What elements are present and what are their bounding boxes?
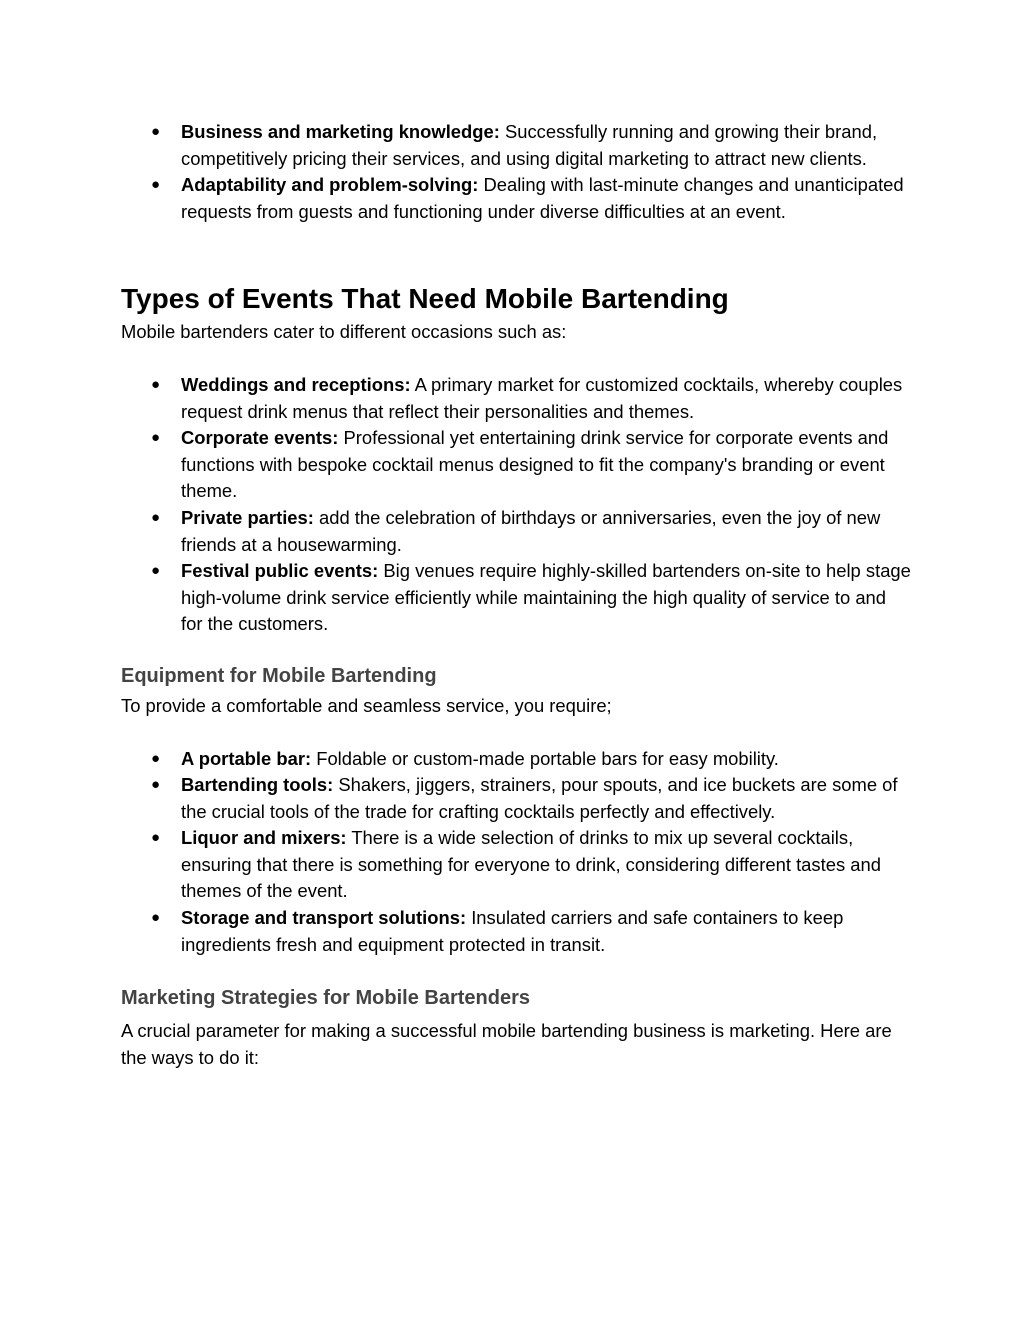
equipment-list bbox=[121, 746, 911, 959]
equipment-heading: Equipment for Mobile Bartending bbox=[121, 664, 437, 687]
list-item-term: Liquor and mixers: bbox=[181, 827, 347, 849]
bullet-icon: ● bbox=[151, 749, 161, 767]
list-item-text: Foldable or custom-made portable bars for easy mobility. bbox=[311, 747, 779, 769]
list-item bbox=[121, 905, 911, 958]
bullet-icon: ● bbox=[151, 123, 161, 140]
list-item-text: Shakers, jiggers, strainers, pour spouts, and ice buckets are some of the crucial tools of the trade for crafting cocktails perfectly and effectively. bbox=[181, 774, 898, 822]
list-item-term: A portable bar: bbox=[181, 747, 312, 769]
equipment-intro: To provide a comfortable and seamless service, you require; bbox=[121, 694, 612, 716]
list-item-text: Big venues require highly-skilled bartenders on-site to help stage high-volume drink service efficiently while maintaining the high quality of service to and for the customers. bbox=[181, 560, 911, 635]
list-item-text: Dealing with last-minute changes and unanticipated requests from guests and functioning under diverse difficulties at an event. bbox=[181, 174, 904, 222]
list-item-text: There is a wide selection of drinks to mix up several cocktails, ensuring that there is something for everyone to drink, considering different tastes and themes of the event. bbox=[181, 827, 881, 902]
bullet-icon: ● bbox=[151, 429, 161, 447]
list-item-term: Business and marketing knowledge: bbox=[181, 121, 500, 142]
intro-list bbox=[121, 119, 911, 225]
list-item bbox=[121, 172, 911, 225]
list-item-text: Professional yet entertaining drink service for corporate events and functions with bespoke cocktail menus designed to fit the company's branding or event theme. bbox=[181, 427, 889, 502]
list-item-text: Insulated carriers and safe containers to keep ingredients fresh and equipment protected in transit. bbox=[181, 907, 844, 955]
list-item-text: Successfully running and growing their brand, competitively pricing their services, and using digital marketing to attract new clients. bbox=[181, 121, 878, 169]
events-heading: Types of Events That Need Mobile Bartending bbox=[121, 283, 729, 315]
list-item bbox=[121, 825, 911, 905]
events-list bbox=[121, 372, 911, 638]
list-item bbox=[121, 772, 911, 825]
marketing-heading: Marketing Strategies for Mobile Bartenders bbox=[121, 987, 530, 1010]
list-item bbox=[121, 372, 911, 425]
bullet-icon: ● bbox=[151, 375, 161, 393]
list-item bbox=[121, 425, 911, 505]
list-item-term: Bartending tools: bbox=[181, 774, 334, 796]
list-item-term: Corporate events: bbox=[181, 427, 339, 449]
bullet-icon: ● bbox=[151, 829, 161, 847]
list-item-term: Festival public events: bbox=[181, 560, 379, 582]
bullet-icon: ● bbox=[151, 776, 161, 794]
bullet-icon: ● bbox=[151, 508, 161, 526]
list-item-term: Private parties: bbox=[181, 506, 314, 528]
bullet-icon: ● bbox=[151, 909, 161, 927]
list-item bbox=[121, 505, 911, 558]
list-item-term: Adaptability and problem-solving: bbox=[181, 174, 479, 196]
list-item-term: Weddings and receptions: bbox=[181, 373, 411, 395]
marketing-intro: A crucial parameter for making a successful mobile bartending business is marketing. Here are the ways to do it: bbox=[121, 1020, 892, 1068]
list-item-text: A primary market for customized cocktails, whereby couples request drink menus that reflect their personalities and themes. bbox=[181, 373, 903, 422]
list-item bbox=[121, 119, 911, 172]
bullet-icon: ● bbox=[151, 562, 161, 580]
list-item bbox=[121, 558, 911, 638]
bullet-icon: ● bbox=[151, 176, 161, 194]
list-item-term: Storage and transport solutions: bbox=[181, 907, 467, 929]
list-item-text: add the celebration of birthdays or anniversaries, even the joy of new friends at a housewarming. bbox=[181, 506, 881, 555]
events-intro: Mobile bartenders cater to different occasions such as: bbox=[121, 321, 567, 343]
document-content bbox=[121, 119, 911, 1071]
list-item bbox=[121, 746, 911, 773]
